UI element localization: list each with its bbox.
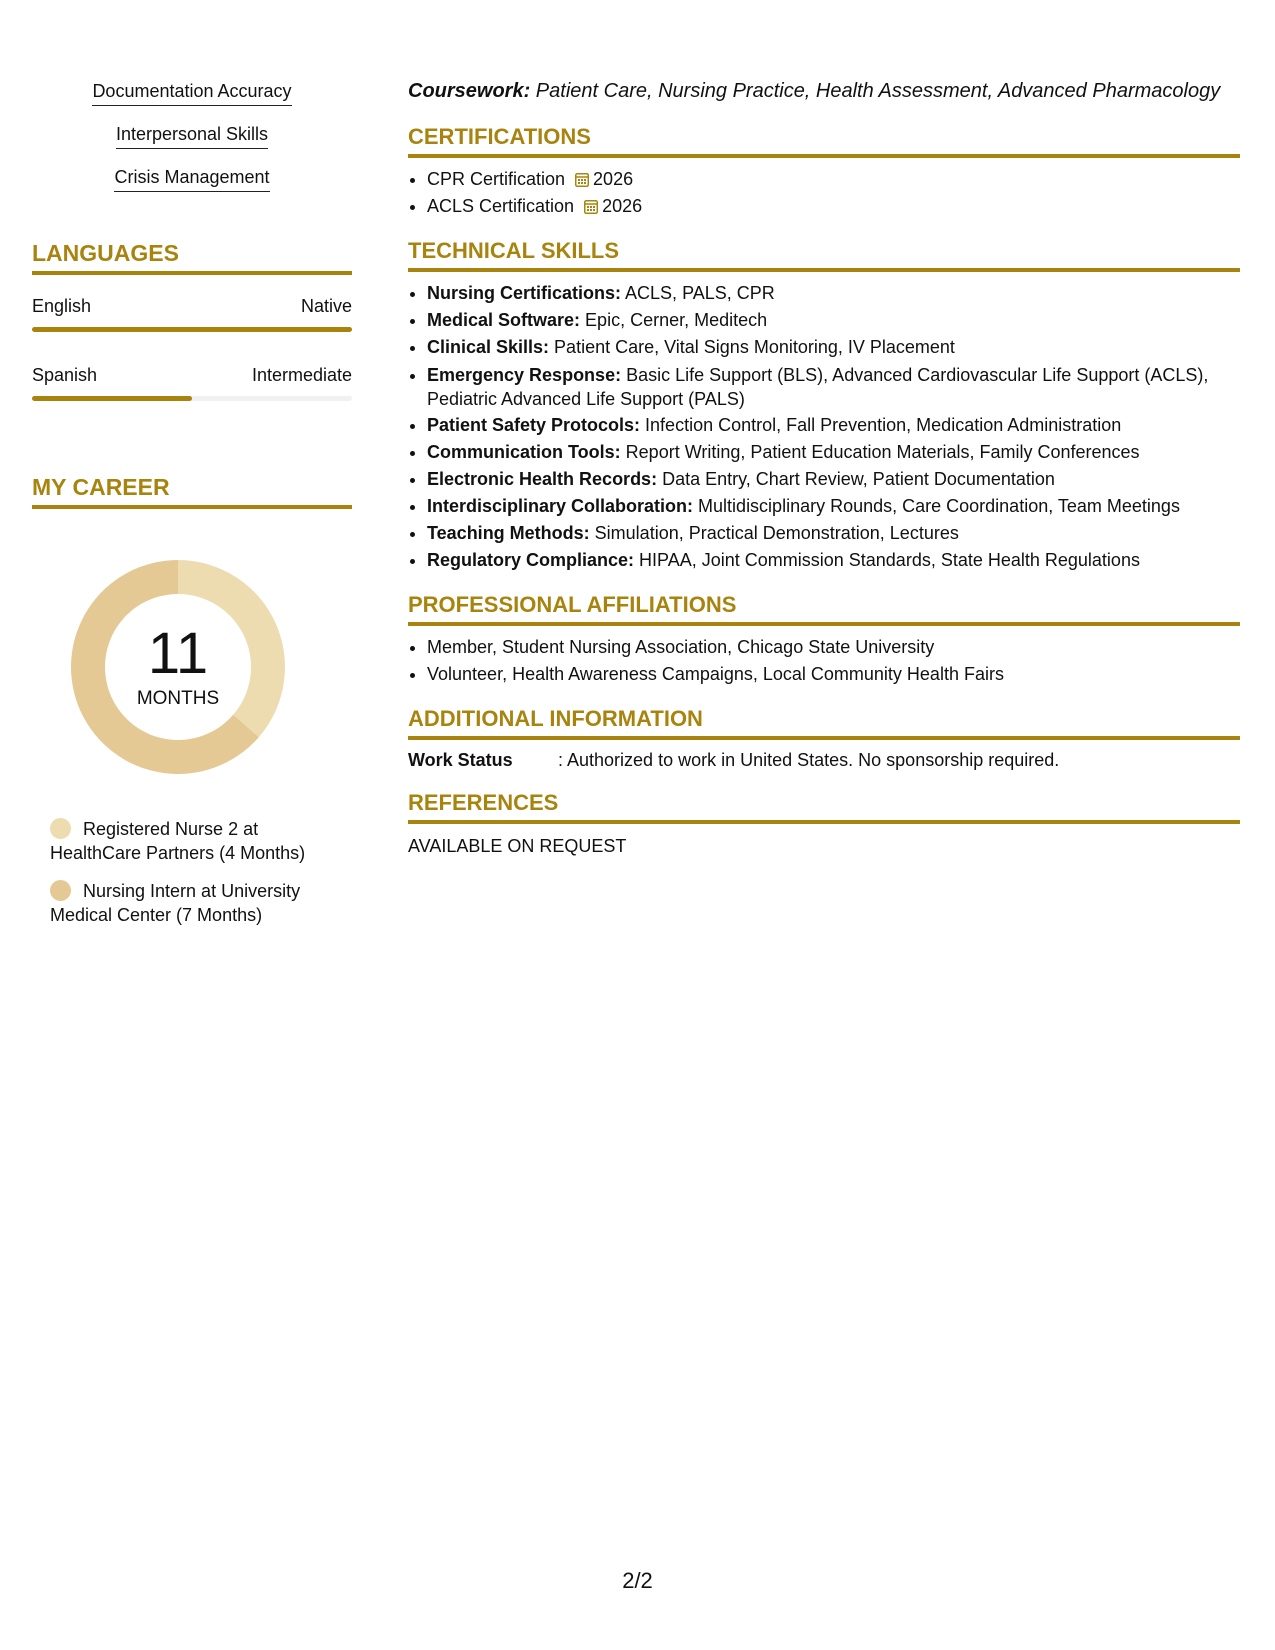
languages-heading: LANGUAGES (32, 239, 352, 275)
references-text: AVAILABLE ON REQUEST (408, 836, 627, 856)
certification-name: ACLS Certification (427, 196, 575, 216)
technical-skill-item (427, 280, 1240, 307)
career-heading: MY CAREER (32, 473, 352, 509)
work-status (408, 748, 1240, 772)
skill-label: Communication Tools: (427, 442, 621, 462)
affiliation-item: • Member, Student Nursing Association, Chicago State University (427, 634, 1240, 661)
skill-label: Regulatory Compliance: (427, 550, 635, 570)
skill-tag: Documentation Accuracy (92, 80, 291, 106)
skill-label: Electronic Health Records: (427, 469, 658, 489)
certification-year: 2026 (593, 169, 634, 189)
language-level: Intermediate (251, 365, 352, 385)
language-proficiency-bar (32, 327, 352, 332)
career-legend (50, 817, 340, 927)
technical-skill-item (427, 307, 1240, 334)
calendar-icon (575, 168, 589, 183)
coursework-label: Coursework: (408, 80, 531, 102)
language-name: Spanish (32, 365, 98, 385)
skill-text: ACLS, PALS, CPR (621, 283, 775, 303)
skill-tags (32, 80, 352, 209)
skill-label: Nursing Certifications: (427, 283, 622, 303)
legend-dot (50, 880, 71, 901)
skill-text: Basic Life Support (BLS), Advanced Cardiovascular Life Support (ACLS), Pediatric Advanced Life Support (PALS) (427, 365, 1209, 409)
calendar-icon (584, 195, 598, 210)
skill-text: Simulation, Practical Demonstration, Lectures (589, 523, 959, 543)
coursework-text: Patient Care, Nursing Practice, Health Assessment, Advanced Pharmacology (530, 80, 1221, 102)
language-item (32, 295, 352, 332)
certification-item (427, 193, 1240, 220)
skill-text: HIPAA, Joint Commission Standards, State Health Regulations (634, 550, 1140, 570)
skill-text: Epic, Cerner, Meditech (580, 310, 768, 330)
language-item (32, 364, 352, 401)
certification-year: 2026 (602, 196, 643, 216)
career-donut-center (64, 553, 292, 781)
language-proficiency-fill (32, 396, 192, 401)
work-status-text: : Authorized to work in United States. No sponsorship required. (558, 750, 1060, 770)
legend-dot (50, 818, 71, 839)
coursework (408, 78, 1240, 104)
skill-tag: Crisis Management (114, 166, 269, 192)
skill-tag: Interpersonal Skills (116, 123, 268, 149)
sidebar (32, 80, 352, 941)
technical-skill-item (427, 520, 1240, 547)
skill-label: Clinical Skills: (427, 337, 550, 357)
skill-label: Emergency Response: (427, 365, 622, 385)
certifications-list (408, 166, 1240, 220)
language-name: English (32, 296, 92, 316)
technical-skills-list (408, 280, 1240, 574)
career-legend-label: Nursing Intern at University Medical Center (7 Months) (50, 881, 301, 925)
language-proficiency-bar (32, 396, 352, 401)
references-heading: REFERENCES (408, 790, 1240, 824)
skill-text: Infection Control, Fall Prevention, Medication Administration (640, 415, 1122, 435)
skill-text: Report Writing, Patient Education Materials, Family Conferences (620, 442, 1140, 462)
technical-skill-item (427, 361, 1240, 412)
skill-label: Teaching Methods: (427, 523, 590, 543)
career-donut-chart (64, 553, 292, 781)
technical-skills-heading: TECHNICAL SKILLS (408, 238, 1240, 272)
language-level: Native (300, 296, 352, 316)
technical-skill-item (427, 439, 1240, 466)
skill-label: Medical Software: (427, 310, 581, 330)
skill-label: Interdisciplinary Collaboration: (427, 496, 694, 516)
technical-skill-item (427, 412, 1240, 439)
affiliation-item: • Volunteer, Health Awareness Campaigns, Local Community Health Fairs (427, 661, 1240, 688)
main-content (408, 78, 1240, 858)
career-legend-item (50, 817, 340, 865)
affiliations-list (408, 634, 1240, 688)
technical-skill-item (427, 493, 1240, 520)
certifications-heading: CERTIFICATIONS (408, 124, 1240, 158)
career-total-unit: MONTHS (136, 688, 220, 709)
career-legend-item (50, 879, 340, 927)
affiliations-heading: PROFESSIONAL AFFILIATIONS (408, 592, 1240, 626)
certification-item (427, 166, 1240, 193)
skill-text: Data Entry, Chart Review, Patient Documentation (657, 469, 1055, 489)
career-total-months: 11 (147, 621, 209, 686)
technical-skill-item (427, 334, 1240, 361)
page-number: 2/2 (622, 1568, 653, 1593)
certification-name: CPR Certification (427, 169, 566, 189)
work-status-label: Work Status (408, 750, 513, 770)
career-legend-label: Registered Nurse 2 at HealthCare Partners (4 Months) (50, 819, 306, 863)
language-proficiency-fill (32, 327, 352, 332)
technical-skill-item (427, 547, 1240, 574)
skill-label: Patient Safety Protocols: (427, 415, 641, 435)
technical-skill-item (427, 466, 1240, 493)
additional-info-heading: ADDITIONAL INFORMATION (408, 706, 1240, 740)
skill-text: Multidisciplinary Rounds, Care Coordination, Team Meetings (693, 496, 1180, 516)
skill-text: Patient Care, Vital Signs Monitoring, IV Placement (549, 337, 955, 357)
